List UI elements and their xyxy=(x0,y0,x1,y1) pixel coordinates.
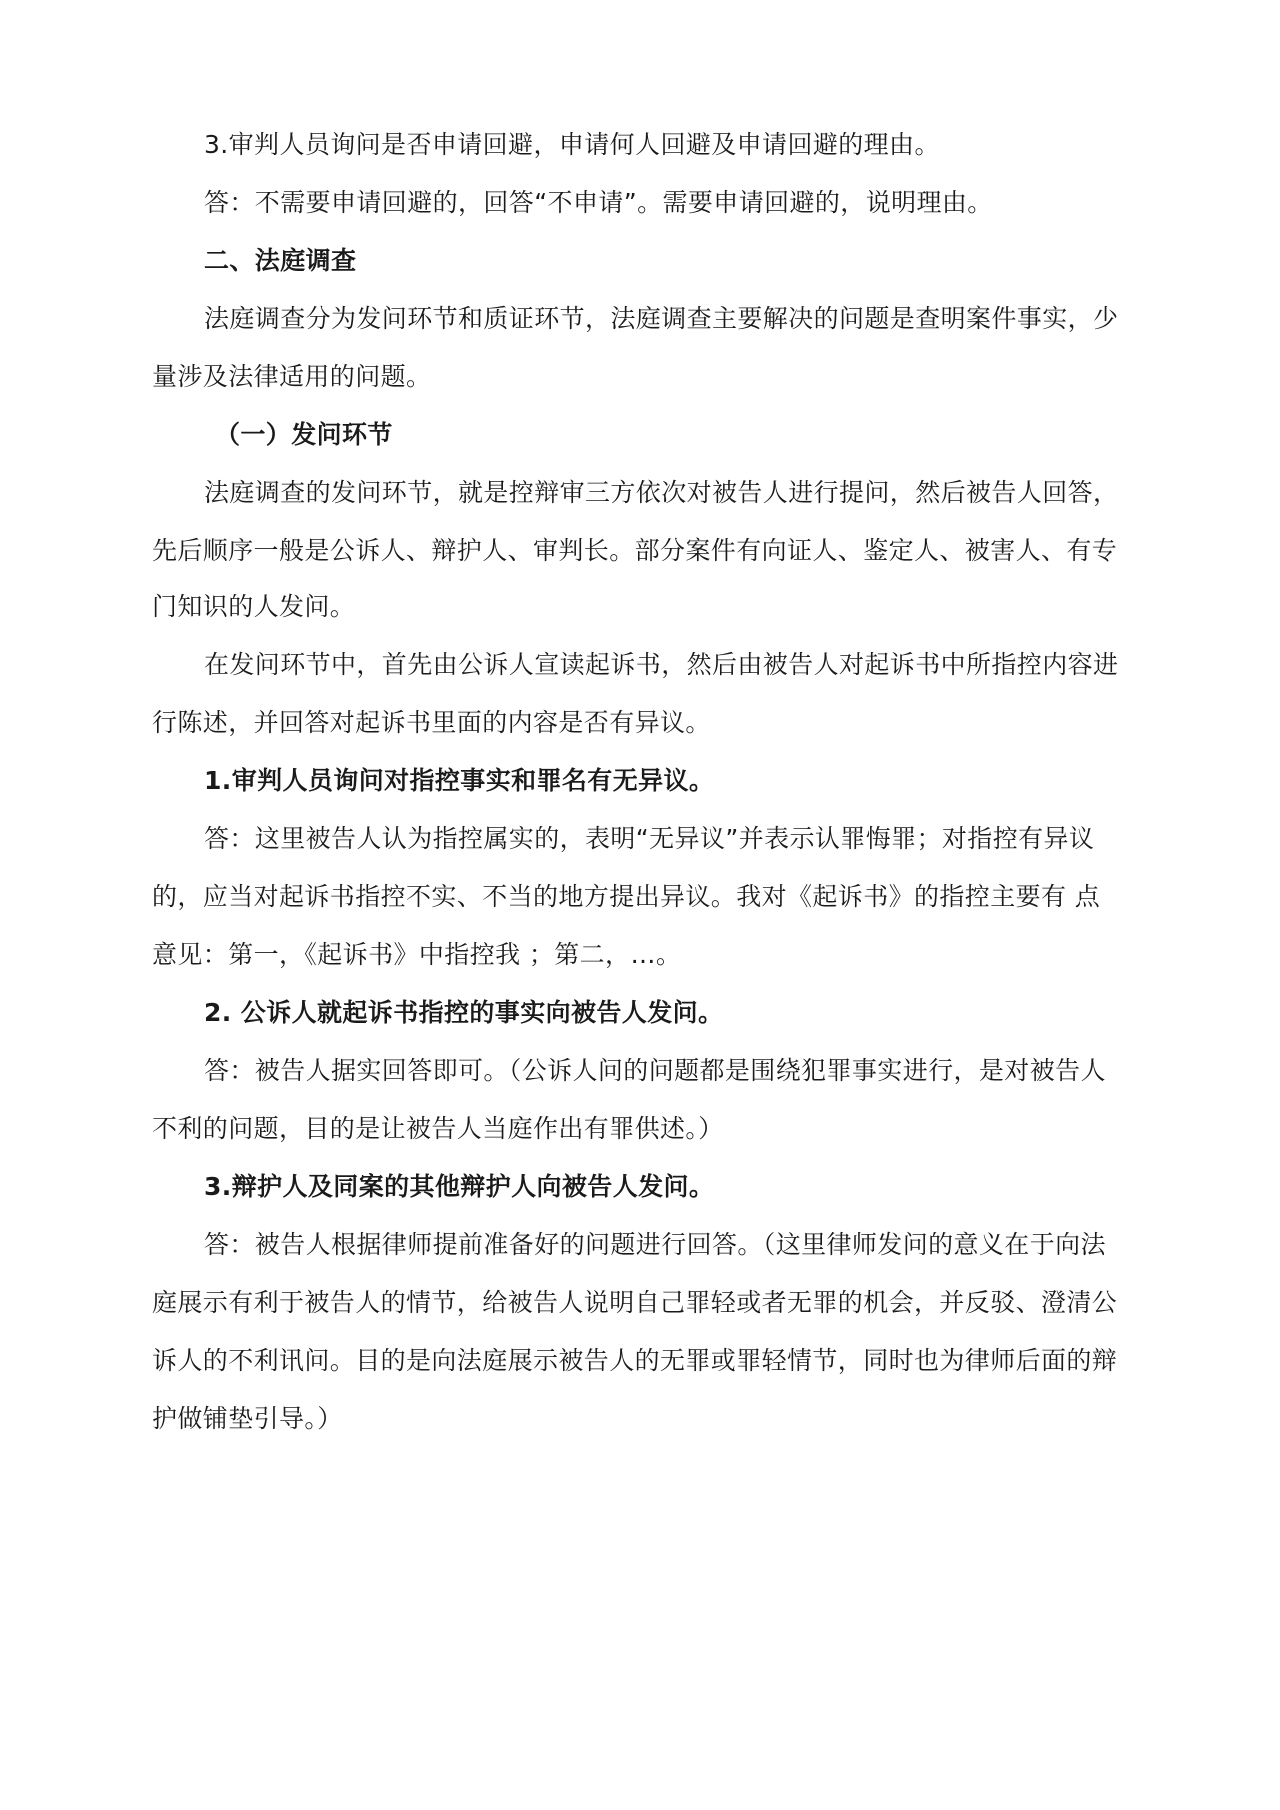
paragraph-answer-2-line2: 不利的问题，目的是让被告人当庭作出有罪供述。） xyxy=(152,1114,724,1143)
item-heading-2: 2. 公诉人就起诉书指控的事实向被告人发问。 xyxy=(204,998,724,1027)
section-heading-court-investigation: 二、法庭调查 xyxy=(204,246,357,275)
paragraph-answer-3-line2: 庭展示有利于被告人的情节，给被告人说明自己罪轻或者无罪的机会，并反驳、澄清公 xyxy=(152,1288,1118,1317)
paragraph-indictment-line1: 在发问环节中，首先由公诉人宣读起诉书，然后由被告人对起诉书中所指控内容进 xyxy=(204,650,1119,679)
paragraph-answer-3-line4: 护做铺垫引导。） xyxy=(152,1404,343,1433)
paragraph-answer-1-line3: 意见：第一，《起诉书》中指控我 ；第二，…。 xyxy=(152,940,682,969)
paragraph-answer-3-line3: 诉人的不利讯问。目的是向法庭展示被告人的无罪或罪轻情节，同时也为律师后面的辩 xyxy=(152,1346,1118,1375)
paragraph-questioning-line3: 门知识的人发问。 xyxy=(152,592,356,621)
paragraph-recusal-question: 3.审判人员询问是否申请回避，申请何人回避及申请回避的理由。 xyxy=(204,130,940,159)
paragraph-questioning-line2: 先后顺序一般是公诉人、辩护人、审判长。部分案件有向证人、鉴定人、被害人、有专 xyxy=(152,536,1118,565)
item-heading-1: 1.审判人员询问对指控事实和罪名有无异议。 xyxy=(204,766,715,795)
paragraph-investigation-intro-line2: 量涉及法律适用的问题。 xyxy=(152,362,432,391)
item-heading-3: 3.辩护人及同案的其他辩护人向被告人发问。 xyxy=(204,1172,715,1201)
paragraph-investigation-intro-line1: 法庭调查分为发问环节和质证环节，法庭调查主要解决的问题是查明案件事实，少 xyxy=(204,304,1119,333)
paragraph-recusal-answer: 答：不需要申请回避的，回答“不申请”。需要申请回避的，说明理由。 xyxy=(204,188,993,217)
paragraph-answer-1-line2: 的，应当对起诉书指控不实、不当的地方提出异议。我对《起诉书》的指控主要有 点 xyxy=(152,882,1101,911)
paragraph-indictment-line2: 行陈述，并回答对起诉书里面的内容是否有异议。 xyxy=(152,708,711,737)
paragraph-answer-2-line1: 答：被告人据实回答即可。（公诉人问的问题都是围绕犯罪事实进行，是对被告人 xyxy=(204,1056,1106,1085)
paragraph-answer-3-line1: 答：被告人根据律师提前准备好的问题进行回答。（这里律师发问的意义在于向法 xyxy=(204,1230,1106,1259)
paragraph-answer-1-line1: 答：这里被告人认为指控属实的，表明“无异议”并表示认罪悔罪；对指控有异议 xyxy=(204,824,1095,853)
paragraph-questioning-line1: 法庭调查的发问环节，就是控辩审三方依次对被告人进行提问，然后被告人回答， xyxy=(204,478,1119,507)
subsection-heading-questioning: （一）发问环节 xyxy=(215,420,393,449)
